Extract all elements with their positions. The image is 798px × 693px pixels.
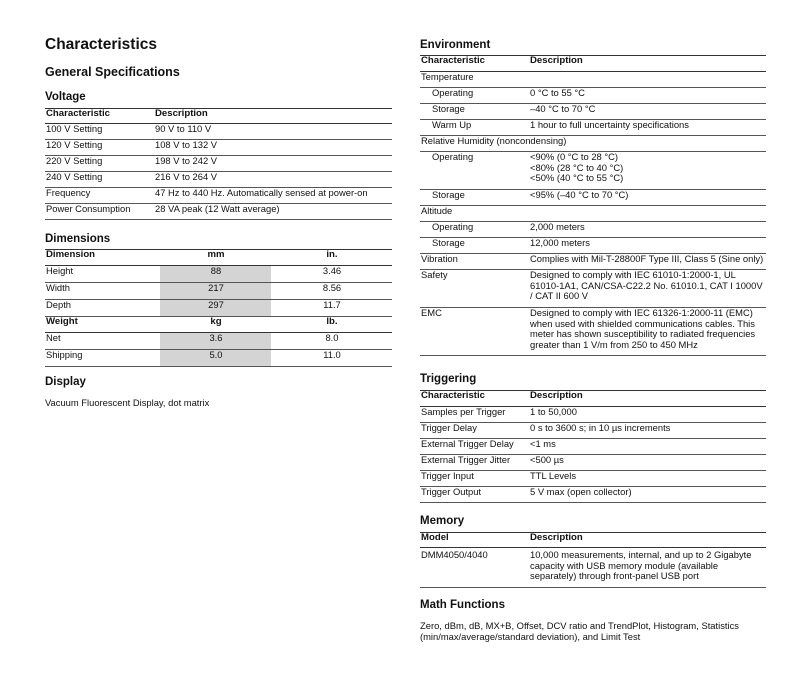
voltage-cell: 198 V to 242 V (154, 156, 392, 172)
table-row (420, 407, 766, 423)
page-title: Characteristics (45, 36, 158, 53)
dimension-cell: 88 (160, 266, 271, 283)
env-line: 61010-1A1, CAN/CSA-C22.2 No. 61010.1, CAT I 1000V (530, 279, 763, 291)
table-row (45, 266, 392, 283)
environment-table (420, 55, 766, 356)
voltage-col-characteristic: Characteristic (46, 108, 110, 119)
trigger-cell: TTL Levels (529, 471, 766, 487)
env-cell (529, 152, 766, 190)
env-line: <90% (0 °C to 28 °C) (530, 151, 619, 162)
table-row (420, 136, 766, 152)
dimension-cell: 297 (160, 300, 271, 317)
dimensions-col-dimension: Dimension (46, 249, 96, 260)
weight-col-lb: lb. (326, 316, 338, 327)
memory-header-row (420, 533, 766, 548)
env-cell: Storage (420, 190, 529, 206)
table-row (420, 238, 766, 254)
voltage-cell: 90 V to 110 V (154, 124, 392, 140)
table-row (420, 88, 766, 104)
general-specifications-heading: General Specifications (45, 65, 180, 79)
dimension-cell: Depth (45, 300, 160, 317)
memory-line: capacity with USB memory module (available (530, 559, 719, 571)
dimension-cell: 8.56 (271, 283, 392, 300)
dimension-cell: 3.46 (271, 266, 392, 283)
environment-col-description: Description (530, 55, 583, 66)
table-row (420, 254, 766, 270)
env-cell: Vibration (420, 254, 529, 270)
table-row (420, 206, 766, 222)
env-line: <80% (28 °C to 40 °C) (530, 161, 624, 173)
env-cell: Storage (420, 238, 529, 254)
trigger-cell: Trigger Input (420, 471, 529, 487)
voltage-cell: 47 Hz to 440 Hz. Automatically sensed at power-on (154, 188, 392, 204)
table-row (45, 188, 392, 204)
math-line: Zero, dBm, dB, MX+B, Offset, DCV ratio and TrendPlot, Histogram, Statistics (420, 620, 739, 631)
env-line: <50% (40 °C to 55 °C) (530, 172, 624, 183)
environment-header-row (420, 56, 766, 72)
env-cell: Operating (420, 88, 529, 104)
env-line: meter has shown susceptibility to radiated frequencies (530, 328, 756, 339)
table-row (420, 72, 766, 88)
voltage-cell: Power Consumption (45, 204, 154, 220)
voltage-cell: 220 V Setting (45, 156, 154, 172)
math-functions-text (420, 620, 766, 642)
trigger-cell: <500 µs (529, 455, 766, 471)
env-group-label: Relative Humidity (noncondensing) (420, 136, 766, 152)
env-cell: Warm Up (420, 120, 529, 136)
env-cell: 0 °C to 55 °C (529, 88, 766, 104)
table-row (420, 120, 766, 136)
math-functions-heading: Math Functions (420, 599, 505, 611)
table-row (45, 172, 392, 188)
voltage-cell: 240 V Setting (45, 172, 154, 188)
env-cell: EMC (420, 308, 529, 356)
memory-line: 10,000 measurements, internal, and up to 2 Gigabyte (530, 549, 752, 560)
env-line: / CAT II 600 V (530, 290, 589, 301)
trigger-cell: External Trigger Delay (420, 439, 529, 455)
env-cell: 2,000 meters (529, 222, 766, 238)
table-row (45, 300, 392, 317)
env-cell: <95% (–40 °C to 70 °C) (529, 190, 766, 206)
table-row (420, 152, 766, 190)
triggering-header-row (420, 391, 766, 407)
math-line: (min/max/average/standard deviation), and Limit Test (420, 631, 641, 642)
display-text: Vacuum Fluorescent Display, dot matrix (45, 397, 210, 408)
table-row (45, 156, 392, 172)
trigger-cell: 0 s to 3600 s; in 10 µs increments (529, 423, 766, 439)
env-cell: Operating (420, 222, 529, 238)
voltage-cell: 120 V Setting (45, 140, 154, 156)
env-cell: 12,000 meters (529, 238, 766, 254)
weight-cell: 11.0 (271, 350, 392, 367)
environment-heading: Environment (420, 39, 491, 51)
table-row (420, 548, 766, 588)
table-row (420, 471, 766, 487)
table-row (420, 455, 766, 471)
dimension-cell: 11.7 (271, 300, 392, 317)
env-group-label: Temperature (420, 72, 766, 88)
memory-col-model: Model (421, 532, 449, 543)
dimension-cell: 217 (160, 283, 271, 300)
weight-cell: Net (45, 333, 160, 350)
memory-table (420, 532, 766, 588)
dimensions-col-in: in. (326, 249, 338, 260)
table-row (420, 439, 766, 455)
env-line: greater than 1 V/m from 250 to 450 MHz (530, 338, 698, 350)
trigger-cell: Samples per Trigger (420, 407, 529, 423)
dimensions-header-row (45, 250, 392, 266)
weight-cell: Shipping (45, 350, 160, 367)
voltage-heading: Voltage (45, 91, 86, 103)
weight-col-kg: kg (210, 316, 222, 327)
environment-col-characteristic: Characteristic (421, 55, 485, 66)
env-cell (529, 308, 766, 356)
voltage-cell: 100 V Setting (45, 124, 154, 140)
voltage-cell: 108 V to 132 V (154, 140, 392, 156)
memory-description (529, 548, 766, 588)
dimension-cell: Width (45, 283, 160, 300)
triggering-col-description: Description (530, 390, 583, 401)
voltage-header-row (45, 109, 392, 124)
trigger-cell: External Trigger Jitter (420, 455, 529, 471)
env-cell (529, 270, 766, 308)
voltage-table (45, 108, 392, 220)
trigger-cell: Trigger Output (420, 487, 529, 503)
triggering-heading: Triggering (420, 373, 477, 385)
table-row (420, 308, 766, 356)
dimensions-col-mm: mm (207, 249, 225, 260)
trigger-cell: 5 V max (open collector) (529, 487, 766, 503)
env-cell: 1 hour to full uncertainty specifications (529, 120, 766, 136)
weight-col-weight: Weight (46, 316, 78, 327)
env-line: Designed to comply with IEC 61326-1:2000-11 (EMC) (530, 307, 753, 318)
env-group-label: Altitude (420, 206, 766, 222)
voltage-cell: 28 VA peak (12 Watt average) (154, 204, 392, 220)
table-row (45, 283, 392, 300)
table-row (45, 333, 392, 350)
table-row (45, 204, 392, 220)
env-cell: Operating (420, 152, 529, 190)
memory-heading: Memory (420, 515, 465, 527)
dimensions-table (45, 249, 392, 367)
table-row (420, 423, 766, 439)
table-row (420, 222, 766, 238)
table-row (420, 270, 766, 308)
voltage-col-description: Description (155, 108, 208, 119)
dimension-cell: Height (45, 266, 160, 283)
table-row (45, 140, 392, 156)
memory-col-description: Description (530, 532, 583, 543)
weight-cell: 8.0 (271, 333, 392, 350)
trigger-cell: 1 to 50,000 (529, 407, 766, 423)
memory-model: DMM4050/4040 (420, 548, 529, 588)
memory-line: separately) through front-panel USB port (530, 570, 699, 581)
voltage-cell: 216 V to 264 V (154, 172, 392, 188)
trigger-cell: <1 ms (529, 439, 766, 455)
env-cell: Complies with Mil-T-28800F Type III, Class 5 (Sine only) (529, 254, 766, 270)
env-line: when used with shielded communications cables. This (530, 317, 755, 329)
table-row (420, 190, 766, 206)
weight-cell: 5.0 (160, 350, 271, 367)
table-row (420, 104, 766, 120)
trigger-cell: Trigger Delay (420, 423, 529, 439)
env-line: Designed to comply with IEC 61010-1:2000-1, UL (530, 269, 736, 280)
dimensions-heading: Dimensions (45, 233, 111, 245)
table-row (45, 350, 392, 367)
env-cell: –40 °C to 70 °C (529, 104, 766, 120)
triggering-col-characteristic: Characteristic (421, 390, 485, 401)
triggering-table (420, 390, 766, 503)
env-cell: Storage (420, 104, 529, 120)
weight-header-row (45, 317, 392, 333)
env-cell: Safety (420, 270, 529, 308)
table-row (420, 487, 766, 503)
display-heading: Display (45, 376, 86, 388)
weight-cell: 3.6 (160, 333, 271, 350)
table-row (45, 124, 392, 140)
voltage-cell: Frequency (45, 188, 154, 204)
